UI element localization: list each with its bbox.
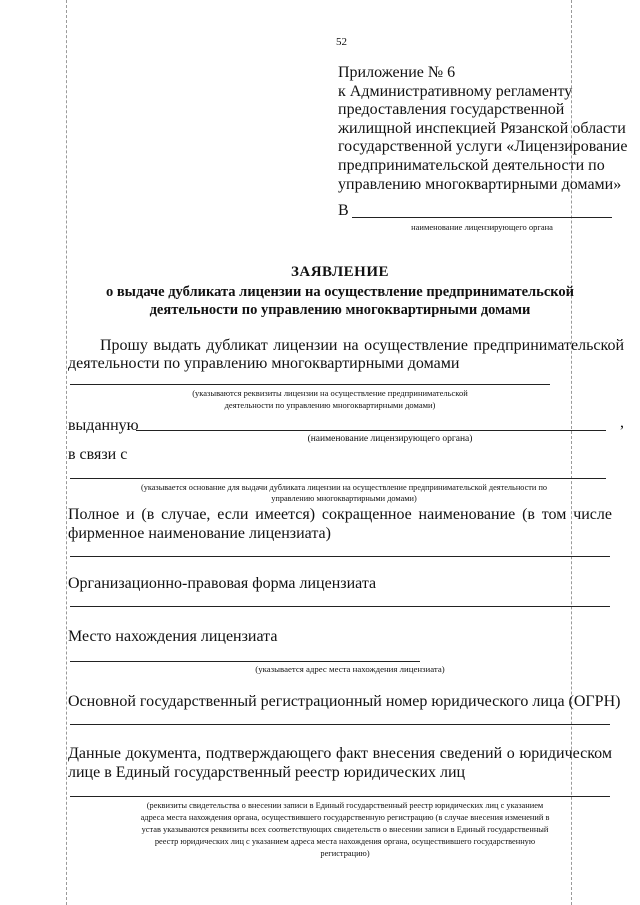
document-title: ЗАЯВЛЕНИЕ: [290, 264, 390, 280]
registration-doc-caption-line: адреса места нахождения органа, осуществившего государственную регистрацию (в случае внесения изменений в: [140, 813, 550, 822]
location-label: Место нахождения лицензиата: [68, 628, 278, 645]
registration-doc-caption-line: регистрацию): [320, 849, 370, 858]
registration-doc-line2: лице в Единый государственный реестр юридических лиц: [68, 764, 466, 781]
request-line1: Прошу выдать дубликат лицензии на осуществление предпринимательской: [100, 337, 625, 354]
license-details-caption-2: деятельности по управлению многоквартирными домами): [224, 400, 436, 410]
scan-fold-line-left: [66, 0, 67, 905]
registration-doc-caption-line: (реквизиты свидетельства о внесении записи в Единый государственный реестр юридических лиц с указанием: [146, 801, 544, 810]
addressee-line: [352, 217, 612, 218]
licensee-name-line1: Полное и (в случае, если имеется) сокращенное наименование (в том числе: [68, 506, 612, 523]
org-form-field: [70, 606, 610, 607]
appendix-line: жилищной инспекцией Рязанской области: [338, 119, 626, 137]
appendix-line: к Административному регламенту: [338, 82, 573, 100]
ogrn-label: Основной государственный регистрационный номер юридического лица (ОГРН): [68, 693, 621, 710]
org-form-label: Организационно-правовая форма лицензиата: [68, 575, 377, 592]
license-details-caption-1: (указываются реквизиты лицензии на осуществление предпринимательской: [192, 388, 468, 398]
appendix-line: предоставления государственной: [338, 101, 565, 119]
addressee-caption: наименование лицензирующего органа: [411, 222, 553, 232]
reason-label: в связи с: [68, 446, 128, 463]
appendix-line: предпринимательской деятельности по: [338, 156, 605, 174]
request-line2: деятельности по управлению многоквартирными домами: [68, 355, 460, 372]
page-number: 52: [336, 36, 347, 48]
location-caption: (указывается адрес места нахождения лицензиата): [255, 664, 445, 674]
registration-doc-line1: Данные документа, подтверждающего факт внесения сведений о юридическом: [68, 745, 612, 762]
registration-doc-field: [70, 796, 610, 797]
reason-caption-2: управлению многоквартирными домами): [271, 494, 417, 503]
addressee-prefix: В: [338, 202, 349, 219]
issued-caption: (наименование лицензирующего органа): [307, 434, 473, 444]
registration-doc-caption-line: устав указываются реквизиты всех соответствующих свидетельств о внесении записи в Единый государственный: [141, 825, 549, 834]
issued-label: выданную: [68, 417, 139, 434]
registration-doc-caption-line: реестр юридических лиц с указанием адреса места нахождения органа, осуществившего государственную: [154, 837, 536, 846]
document-subtitle-line1: о выдаче дубликата лицензии на осуществление предпринимательской: [105, 284, 575, 300]
appendix-line: государственной услуги «Лицензирование: [338, 138, 628, 156]
registration-doc-caption: [60, 800, 630, 860]
issued-line: [136, 430, 606, 431]
issued-comma: ,: [620, 414, 624, 431]
license-details-line: [70, 384, 550, 385]
document-subtitle-line2: деятельности по управлению многоквартирными домами: [149, 302, 531, 318]
licensee-name-field: [70, 556, 610, 557]
licensee-name-line2: фирменное наименование лицензиата): [68, 525, 331, 542]
appendix-block: [338, 64, 638, 194]
reason-line: [70, 478, 606, 479]
appendix-line: Приложение № 6: [338, 64, 456, 81]
location-field: [70, 661, 420, 662]
appendix-line: управлению многоквартирными домами»: [338, 175, 622, 193]
ogrn-field: [70, 724, 610, 725]
reason-caption-1: (указывается основание для выдачи дубликата лицензии на осуществление предпринимательской деятельности по: [140, 483, 548, 492]
